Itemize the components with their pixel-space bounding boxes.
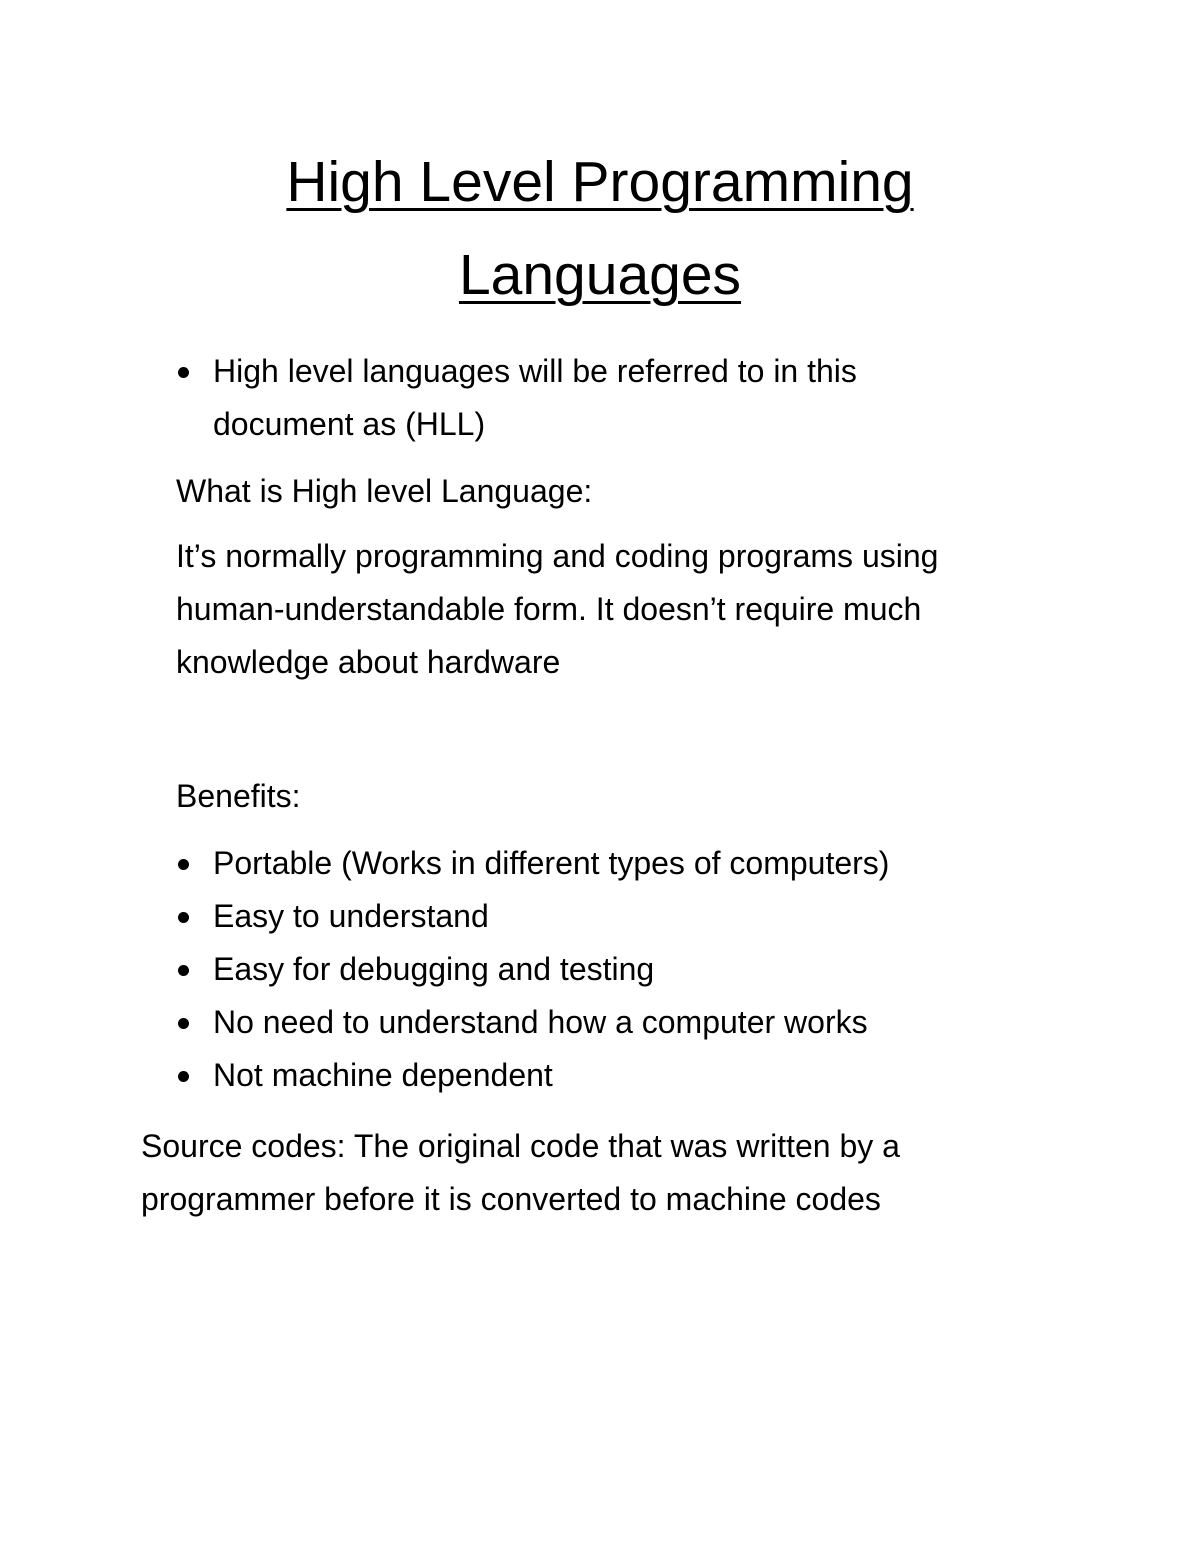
benefit-text: Not machine dependent bbox=[213, 1057, 553, 1093]
list-item bbox=[176, 1049, 1013, 1102]
bullet-icon bbox=[178, 859, 189, 870]
benefits-list bbox=[176, 837, 1013, 1102]
bullet-icon bbox=[178, 1018, 189, 1029]
definition-line-1: It’s normally programming and coding programs using bbox=[176, 538, 939, 574]
list-item bbox=[176, 837, 1013, 890]
list-item bbox=[176, 345, 1013, 451]
source-codes-line-1: Source codes: The original code that was written by a bbox=[141, 1128, 900, 1164]
question-heading: What is High level Language: bbox=[176, 473, 593, 509]
benefit-text: Portable (Works in different types of computers) bbox=[213, 845, 890, 881]
list-item bbox=[176, 996, 1013, 1049]
page-title-line-2: Languages bbox=[458, 243, 742, 307]
intro-bullet-line-1: High level languages will be referred to in this bbox=[213, 353, 857, 389]
benefit-text: No need to understand how a computer works bbox=[213, 1004, 868, 1040]
intro-bullet-line-2: document as (HLL) bbox=[213, 406, 486, 442]
bullet-icon bbox=[178, 912, 189, 923]
benefit-text: Easy to understand bbox=[213, 898, 489, 934]
bullet-icon bbox=[178, 367, 189, 378]
benefit-text: Easy for debugging and testing bbox=[213, 951, 655, 987]
intro-bullet-list bbox=[176, 345, 1013, 451]
benefits-heading: Benefits: bbox=[176, 778, 301, 814]
bullet-icon bbox=[178, 965, 189, 976]
bullet-icon bbox=[178, 1071, 189, 1082]
source-codes-line-2: programmer before it is converted to machine codes bbox=[141, 1181, 881, 1217]
list-item bbox=[176, 890, 1013, 943]
definition-line-3: knowledge about hardware bbox=[176, 644, 561, 680]
list-item bbox=[176, 943, 1013, 996]
definition-line-2: human-understandable form. It doesn’t require much bbox=[176, 591, 922, 627]
page-title-line-1: High Level Programming bbox=[286, 150, 914, 214]
